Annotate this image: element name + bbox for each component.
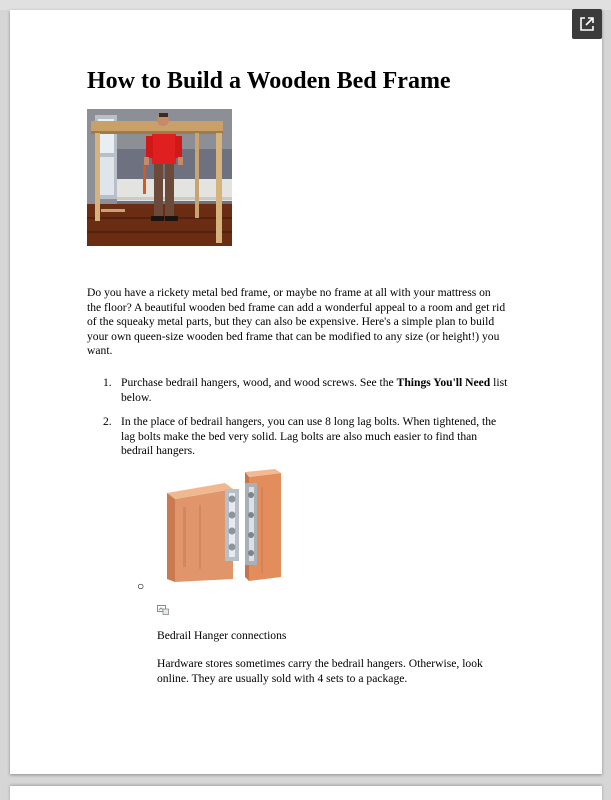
image-caption: Bedrail Hanger connections <box>157 629 287 642</box>
open-in-new-icon <box>579 16 595 32</box>
bed-frame-photo <box>87 109 232 246</box>
broken-image-icon <box>157 605 169 615</box>
list-item-text: Purchase bedrail hangers, wood, and wood screws. See the Things You'll Need list below. <box>121 376 508 404</box>
bedrail-hanger-image <box>165 469 285 582</box>
intro-paragraph: Do you have a rickety metal bed frame, or maybe no frame at all with your mattress on the floor? A beautiful wooden bed frame can add a wonderful appeal to a room and get rid of the squeaky metal parts, but they can also be expensive. Here's a simple plan to build your own queen-size wooden bed frame that can be modified to any size (or height!) you want. <box>87 286 506 358</box>
page-title: How to Build a Wooden Bed Frame <box>87 68 451 94</box>
popout-button[interactable] <box>572 9 602 39</box>
list-item-number: 2. <box>103 415 112 428</box>
list-item-text: In the place of bedrail hangers, you can use 8 long lag bolts. When tightened, the lag bolts make the bed very solid. Lag bolts are also much easier to find than bedrail hangers. <box>121 415 497 458</box>
next-page-edge <box>10 786 602 800</box>
list-item-number: 1. <box>103 376 112 389</box>
sub-list-bullet: ○ <box>137 579 145 593</box>
hardware-note: Hardware stores sometimes carry the bedrail hangers. Otherwise, look online. They are usually sold with 4 sets to a package. <box>157 657 483 685</box>
things-you-need-link: Things You'll Need <box>396 376 491 389</box>
viewer-top-strip <box>0 0 611 10</box>
